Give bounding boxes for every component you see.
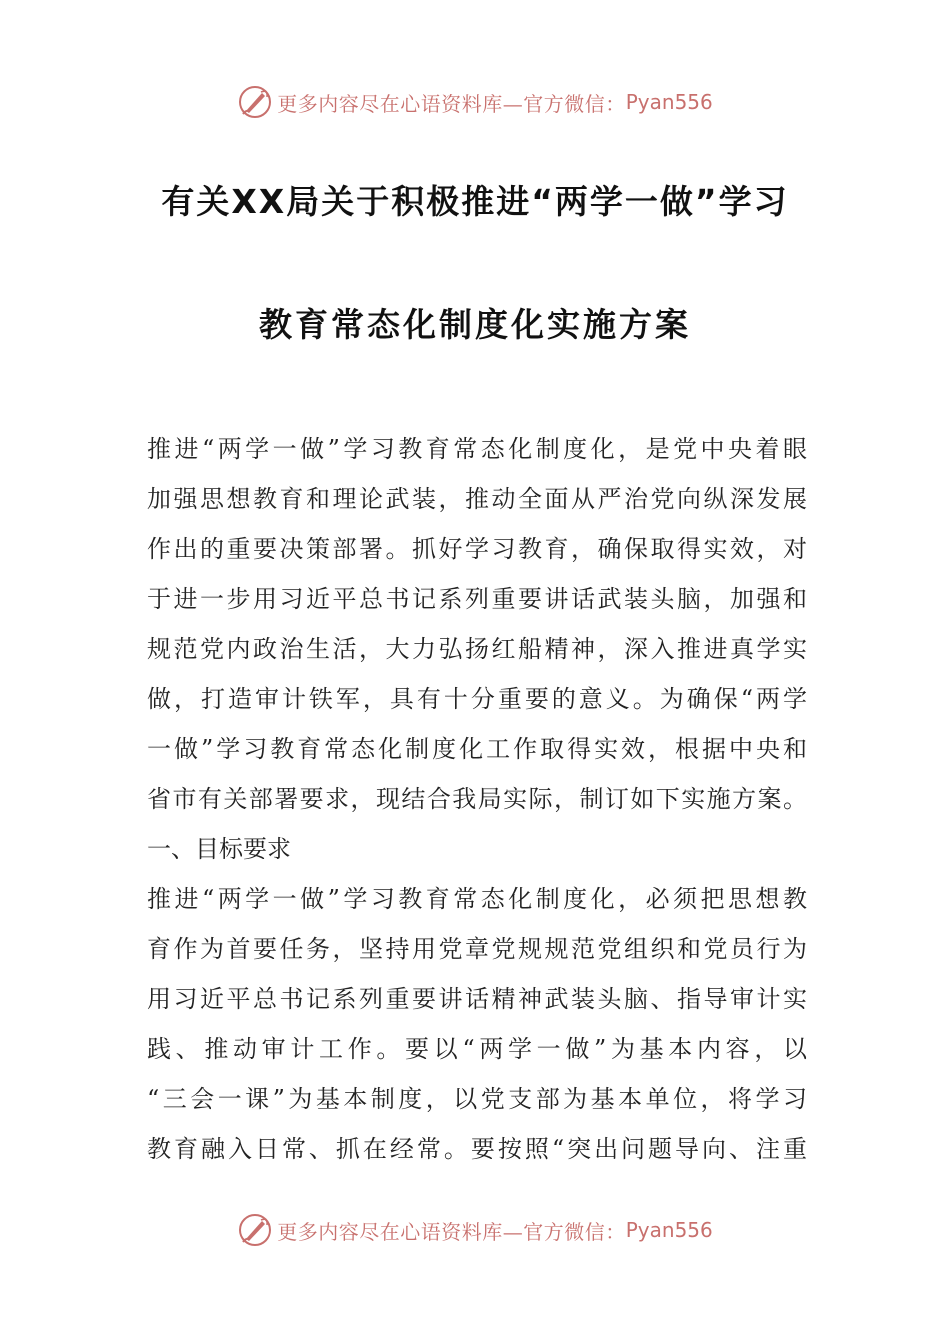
document-title-line-2: 教育常态化制度化实施方案 — [259, 305, 691, 344]
header-banner-text: 更多内容尽在心语资料库—官方微信： — [277, 91, 626, 116]
section-heading: 一、目标要求 — [147, 835, 291, 863]
footer-banner-text: 更多内容尽在心语资料库—官方微信： — [277, 1219, 626, 1244]
body-line: “三会一课”为基本制度，以党支部为基本单位，将学习 — [147, 1085, 807, 1113]
footer-banner-content — [237, 1212, 713, 1248]
body-line: 做，打造审计铁军，具有十分重要的意义。为确保“两学 — [147, 685, 807, 713]
header-banner-content — [237, 84, 713, 120]
body-line: 加强思想教育和理论武装，推动全面从严治党向纵深发展 — [147, 485, 807, 513]
body-line: 教育融入日常、抓在经常。要按照“突出问题导向、注重 — [147, 1135, 807, 1163]
body-line: 规范党内政治生活，大力弘扬红船精神，深入推进真学实 — [147, 635, 807, 663]
quill-pen-logo-icon — [237, 84, 273, 120]
body-line: 践、推动审计工作。要以“两学一做”为基本内容，以 — [147, 1035, 807, 1063]
body-line: 推进“两学一做”学习教育常态化制度化，必须把思想教 — [147, 885, 807, 913]
header-wechat-id: Pyan556 — [625, 90, 713, 114]
body-line: 一做”学习教育常态化制度化工作取得实效，根据中央和 — [147, 735, 807, 763]
footer-banner — [0, 1210, 950, 1250]
body-line: 省市有关部署要求，现结合我局实际，制订如下实施方案。 — [147, 785, 807, 813]
footer-wechat-id: Pyan556 — [625, 1218, 713, 1242]
quill-pen-logo-icon — [237, 1212, 273, 1248]
body-line: 作出的重要决策部署。抓好学习教育，确保取得实效，对 — [147, 535, 807, 563]
body-line: 推进“两学一做”学习教育常态化制度化，是党中央着眼 — [147, 435, 807, 463]
body-line: 育作为首要任务，坚持用党章党规规范党组织和党员行为 — [147, 935, 807, 963]
document-title-line-1: 有关XX局关于积极推进“两学一做”学习 — [161, 182, 789, 221]
body-line: 于进一步用习近平总书记系列重要讲话武装头脑，加强和 — [147, 585, 807, 613]
body-line: 用习近平总书记系列重要讲话精神武装头脑、指导审计实 — [147, 985, 807, 1013]
document-body — [147, 428, 807, 1178]
header-banner — [0, 82, 950, 122]
